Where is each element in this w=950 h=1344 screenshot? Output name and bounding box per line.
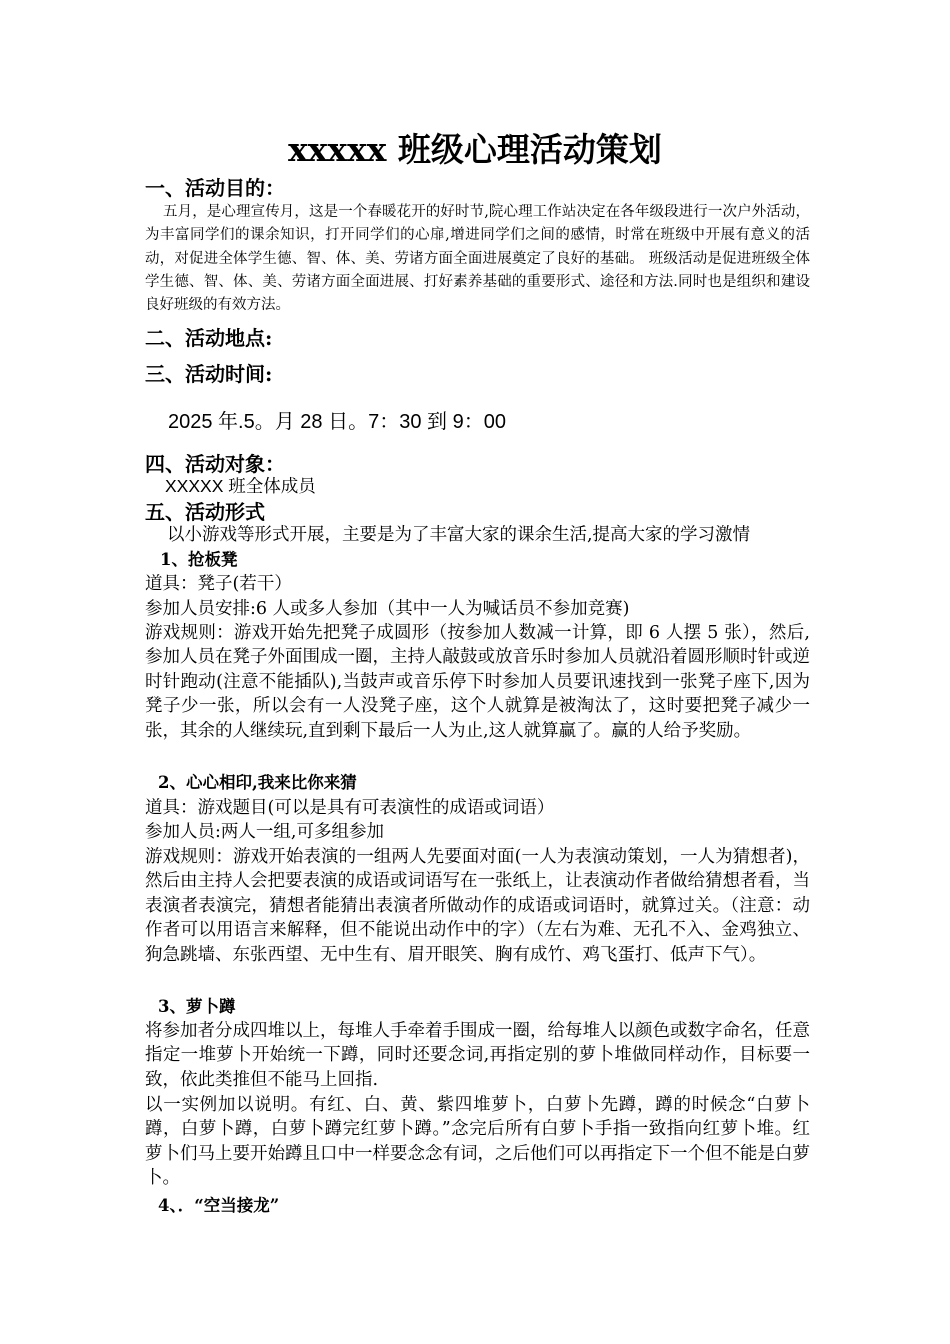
game-1-rules: 游戏规则：游戏开始先把凳子成圆形（按参加人数减一计算，即 6 人摆 5 张），然后,参加人员在凳子外面围成一圈，主持人敲鼓或放音乐时参加人员就沿着圆形顺时针或逆时针跑动(注意不能插队),当鼓声或音乐停下时参加人员要讯速找到一张凳子座下,因为凳子少一张，所以会有一人没凳子座，这个人就算是被淘汰了，这时要把凳子减少一张，其余的人继续玩,直到剩下最后一人为止,这人就算赢了。赢的人给予奖励。: [145, 623, 810, 741]
game-2-tool: 道具：游戏题目(可以是具有可表演性的成语或词语）: [145, 798, 555, 818]
game-4-title: 4、．“空当接龙”: [158, 1196, 280, 1215]
document-title: xxxxx 班级心理活动策划: [288, 130, 662, 169]
game-1-title: 1、抢板凳: [160, 550, 238, 569]
game-2-people: 参加人员:两人一组,可多组参加: [145, 822, 384, 842]
section-format-heading: 五、活动形式: [145, 500, 265, 524]
section-location-heading: 二、活动地点:: [145, 326, 273, 350]
section-purpose-heading: 一、活动目的：: [145, 176, 285, 200]
section-purpose-text: 五月，是心理宣传月，这是一个春暖花开的好时节,院心理工作站决定在各年级段进行一次户外活动，为丰富同学们的课余知识，打开同学们的心扉,增进同学们之间的感情，时常在班级中开展有意义的活动，对促进全体学生德、智、体、美、劳诸方面全面进展奠定了良好的基础。 班级活动是促进班级全体学生德、智、体、美、劳诸方面全面进展、打好素养基础的重要形式、途径和方法.同时也是组织和建设良好班级的有效方法。: [145, 204, 810, 314]
game-1-tool: 道具：凳子(若干）: [145, 574, 292, 594]
game-2-title: 2、心心相印,我来比你来猜: [158, 773, 357, 792]
section-audience-heading: 四、活动对象：: [145, 452, 285, 476]
section-time-heading: 三、活动时间:: [145, 362, 273, 386]
game-2-rules: 游戏规则：游戏开始表演的一组两人先要面对面(一人为表演动策划，一人为猜想者)，然后由主持人会把要表演的成语或词语写在一张纸上，让表演动作者做给猜想者看，当表演者表演完，猜想者能猜出表演者所做动作的成语或词语时，就算过关。（注意：动作者可以用语言来解释，但不能说出动作中的字）（左右为难、无孔不入、金鸡独立、狗急跳墙、东张西望、无中生有、眉开眼笑、胸有成竹、鸡飞蛋打、低声下气）。: [145, 847, 810, 965]
game-3-title: 3、萝卜蹲: [158, 997, 236, 1016]
activity-time: 2025 年.5。月 28 日。7：30 到 9：00: [168, 411, 506, 433]
audience-text: XXXXX 班全体成员: [165, 476, 316, 496]
game-3-paragraph-2: 以一实例加以说明。有红、白、黄、紫四堆萝卜，白萝卜先蹲，蹲的时候念“白萝卜蹲，白萝卜蹲，白萝卜蹲完红萝卜蹲。”念完后所有白萝卜手指一致指向红萝卜堆。红萝卜们马上要开始蹲且口中一样要念念有词，之后他们可以再指定下一个但不能是白萝卜。: [145, 1095, 810, 1189]
game-1-people: 参加人员安排:6 人或多人参加（其中一人为喊话员不参加竞赛): [145, 599, 630, 619]
game-3-paragraph-1: 将参加者分成四堆以上，每堆人手牵着手围成一圈，给每堆人以颜色或数字命名，任意指定一堆萝卜开始统一下蹲，同时还要念词,再指定别的萝卜堆做同样动作，目标要一致，依此类推但不能马上回指.: [145, 1021, 810, 1090]
format-intro: 以小游戏等形式开展，主要是为了丰富大家的课余生活,提高大家的学习激情: [167, 525, 751, 545]
